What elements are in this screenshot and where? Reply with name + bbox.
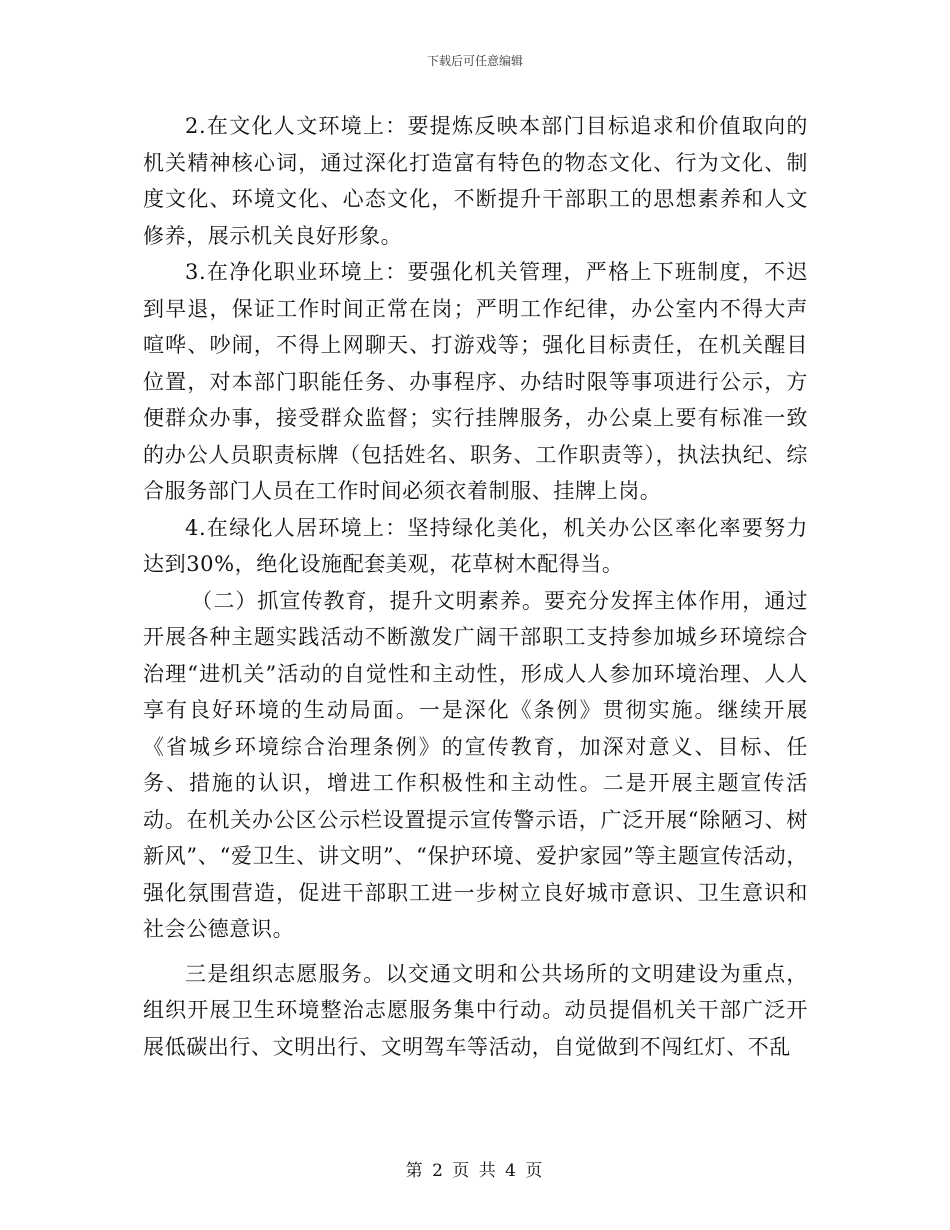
- paragraph-green-environment: 4.在绿化人居环境上：坚持绿化美化，机关办公区率化率要努力达到30%，绝化设施配套美观，花草树木配得当。: [143, 515, 808, 576]
- document-body: [143, 108, 808, 1065]
- paragraph-professional-environment: 3.在净化职业环境上：要强化机关管理，严格上下班制度，不迟到早退，保证工作时间正常在岗；严明工作纪律，办公室内不得大声喧哗、吵闹，不得上网聊天、打游戏等；强化目标责任，在机关醒目位置，对本部门职能任务、办事程序、办结时限等事项进行公示，方便群众办事，接受群众监督；实行挂牌服务，办公桌上要有标准一致的办公人员职责标牌（包括姓名、职务、工作职责等），执法执纪、综合服务部门人员在工作时间必须衣着制服、挂牌上岗。: [143, 260, 808, 503]
- page-header-note: 下载后可任意编辑: [426, 54, 523, 68]
- paragraph-publicity-education: （二）抓宣传教育，提升文明素养。要充分发挥主体作用，通过开展各种主题实践活动不断激发广阔干部职工支持参加城乡环境综合治理“进机关”活动的自觉性和主动性，形成人人参加环境治理、人人享有良好环境的生动局面。一是深化《条例》贯彻实施。继续开展《省城乡环境综合治理条例》的宣传教育，加深对意义、目标、任务、措施的认识，增进工作积极性和主动性。二是开展主题宣传活动。在机关办公区公示栏设置提示宣传警示语，广泛开展“除陋习、树新风”、“爱卫生、讲文明”、“保护环境、爱护家园”等主题宣传活动，强化氛围营造，促进干部职工进一步树立良好城市意识、卫生意识和社会公德意识。: [143, 588, 808, 941]
- paragraph-cultural-environment: 2.在文化人文环境上：要提炼反映本部门目标追求和价值取向的机关精神核心词，通过深化打造富有特色的物态文化、行为文化、制度文化、环境文化、心态文化，不断提升干部职工的思想素养和人文修养，展示机关良好形象。: [143, 114, 808, 248]
- paragraph-volunteer-service: 三是组织志愿服务。以交通文明和公共场所的文明建设为重点，组织开展卫生环境整治志愿服务集中行动。动员提倡机关干部广泛开展低碳出行、文明出行、文明驾车等活动，自觉做到不闯红灯、不乱: [143, 961, 808, 1059]
- page-number-footer: 第 2 页 共 4 页: [405, 1161, 545, 1181]
